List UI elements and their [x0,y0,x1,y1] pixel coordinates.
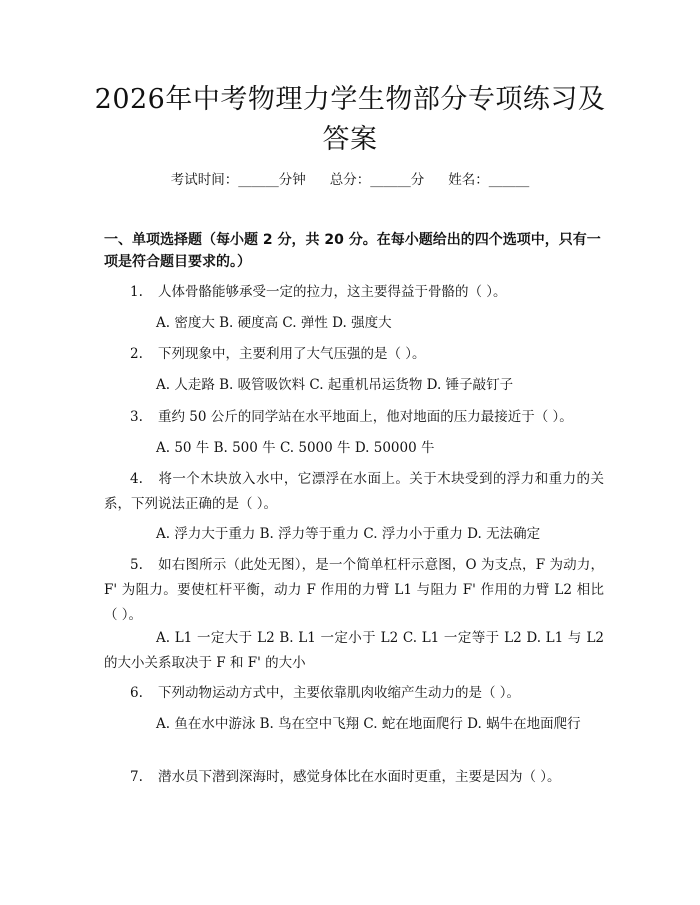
question-4-options: A. 浮力大于重力 B. 浮力等于重力 C. 浮力小于重力 D. 无法确定 [156,526,541,542]
question-number: 7. [130,769,143,785]
question-6-options: A. 鱼在水中游泳 B. 鸟在空中飞翔 C. 蛇在地面爬行 D. 蜗牛在地面爬行 [156,716,581,732]
question-text: 重约 50 公斤的同学站在水平地面上，他对地面的压力最接近于（ ）。 [158,409,573,425]
exam-info-line [0,168,700,188]
total-score-field: 总分：______分 [329,172,425,188]
exam-time-field: 考试时间：______分钟 [170,172,306,188]
question-number: 2. [130,346,143,362]
question-2-options: A. 人走路 B. 吸管吸饮料 C. 起重机吊运货物 D. 锤子敲钉子 [156,377,514,393]
question-1 [104,280,604,305]
question-6 [104,681,604,706]
student-name-field: 姓名：______ [448,172,530,188]
question-1-options: A. 密度大 B. 硬度高 C. 弹性 D. 强度大 [156,315,392,331]
question-2 [104,342,604,367]
page-title: 2026年中考物理力学生物部分专项练习及答案 [94,84,606,155]
question-number: 3. [130,409,143,425]
question-text: 潜水员下潜到深海时，感觉身体比在水面时更重，主要是因为（ ）。 [158,769,561,785]
question-text: 将一个木块放入水中，它漂浮在水面上。关于木块受到的浮力和重力的关系，下列说法正确的是（ ）。 [104,471,604,512]
question-text: 如右图所示（此处无图），是一个简单杠杆示意图，O 为支点，F 为动力，F' 为阻力。要使杠杆平衡，动力 F 作用的力臂 L1 与阻力 F' 作用的力臂 L2 相比（ ）。 [104,557,604,623]
question-5 [104,553,604,628]
question-text: 下列动物运动方式中，主要依靠肌肉收缩产生动力的是（ ）。 [158,685,521,701]
question-text: 人体骨骼能够承受一定的拉力，这主要得益于骨骼的（ ）。 [158,284,507,300]
question-number: 1. [130,284,143,300]
question-5-options: A. L1 一定大于 L2 B. L1 一定小于 L2 C. L1 一定等于 L2 D. L1 与 L2 的大小关系取决于 F 和 F' 的大小 [104,630,604,671]
question-3 [104,405,604,430]
section-heading: 一、单项选择题（每小题 2 分，共 20 分。在每小题给出的四个选项中，只有一项是符合题目要求的。） [104,232,601,270]
question-7 [104,765,604,790]
question-number: 5. [130,557,143,573]
question-number: 6. [130,685,143,701]
question-3-options: A. 50 牛 B. 500 牛 C. 5000 牛 D. 50000 牛 [156,440,435,456]
question-4 [104,467,604,517]
question-text: 下列现象中，主要利用了大气压强的是（ ）。 [158,346,426,362]
question-number: 4. [130,471,143,487]
